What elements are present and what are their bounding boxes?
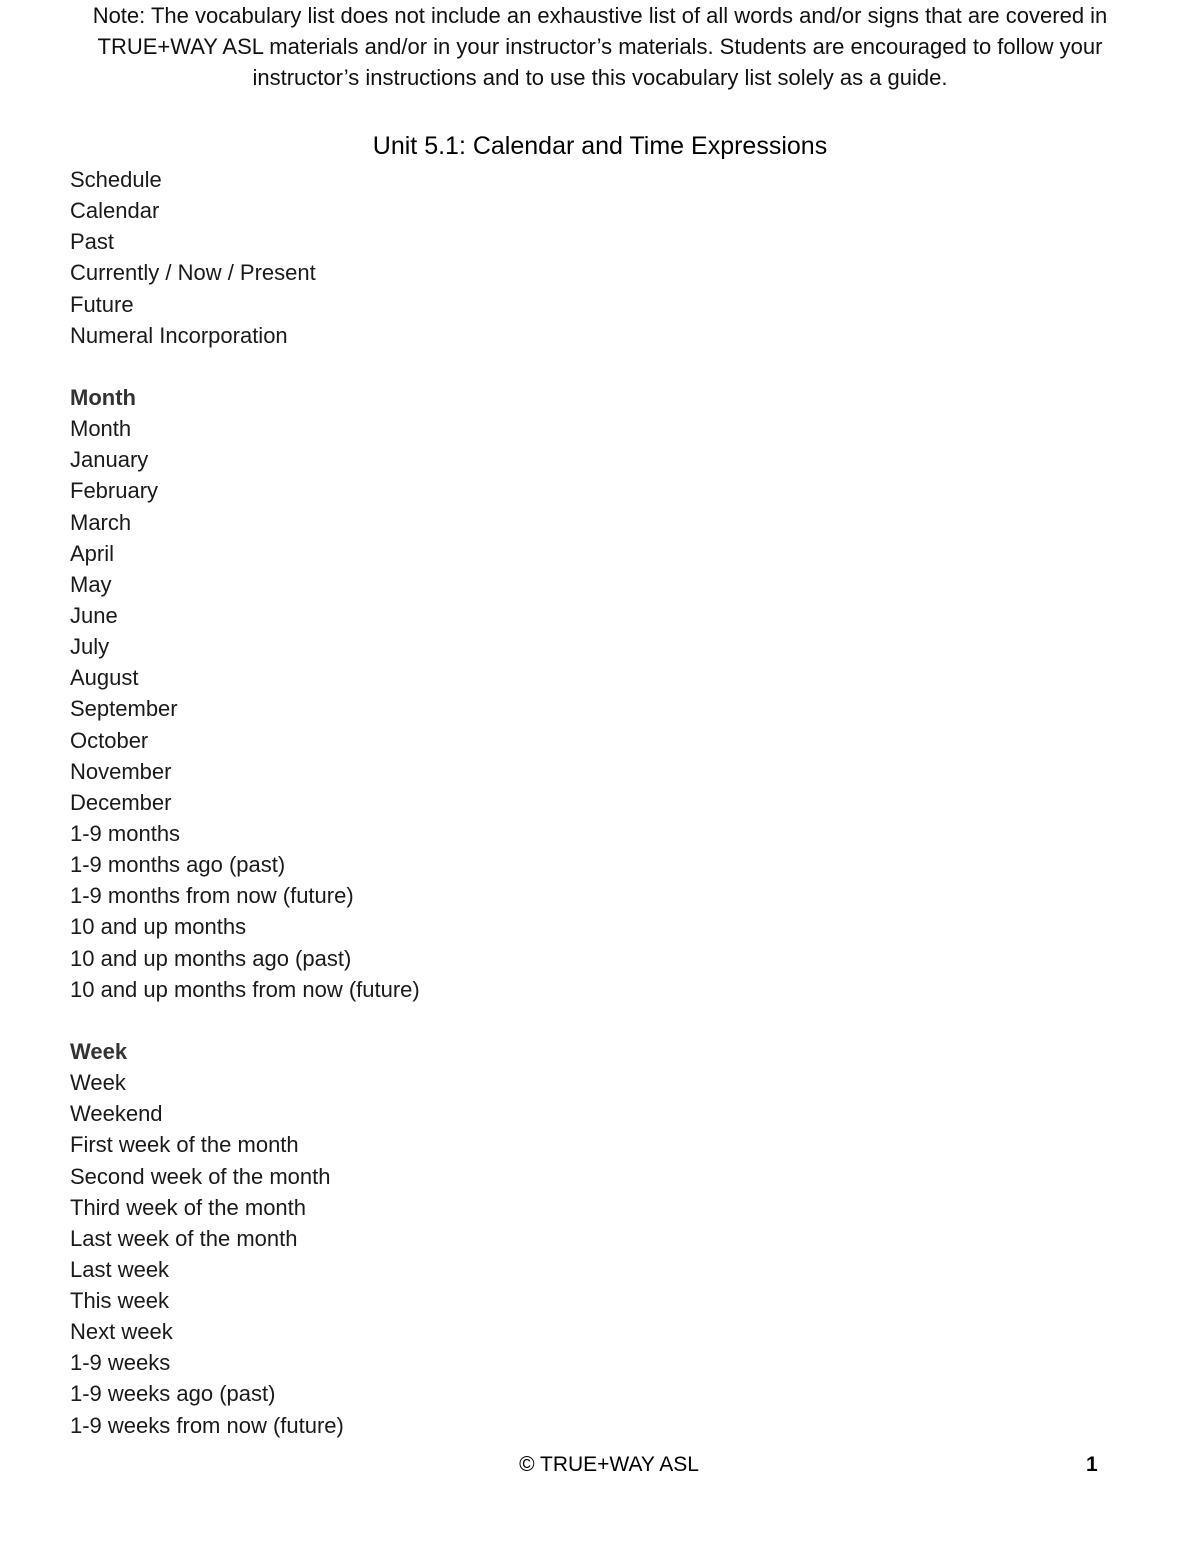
unit-title: Unit 5.1: Calendar and Time Expressions [372,132,828,160]
vocab-item: February [70,478,159,504]
vocab-item: June [70,602,118,628]
vocab-item: Calendar [70,198,160,224]
vocabulary-list [70,164,420,1441]
vocab-item: Schedule [70,167,162,192]
footer-copyright: © TRUE+WAY ASL [519,1453,699,1476]
vocab-item: May [70,571,112,597]
vocab-item: Currently / Now / Present [70,260,316,286]
vocab-item: November [70,758,172,784]
vocab-item: January [70,447,149,473]
vocab-item: July [70,634,110,660]
vocab-item: 1-9 months [70,820,181,846]
vocab-item: Last week [70,1256,170,1282]
vocab-item: 1-9 weeks [70,1350,171,1376]
vocab-item: Last week of the month [70,1225,298,1251]
vocab-item: Numeral Incorporation [70,322,288,348]
vocab-item: This week [70,1288,170,1314]
vocab-item: August [70,665,139,691]
vocab-item: 10 and up months from now (future) [70,976,420,1002]
section-heading-week: Week [70,1038,128,1064]
vocab-item: April [70,540,115,566]
vocab-item: 10 and up months [70,914,247,940]
vocab-item: Month [70,416,132,442]
section-heading-month: Month [70,384,136,410]
vocab-item: Weekend [70,1101,163,1127]
vocab-item: 1-9 weeks ago (past) [70,1381,276,1407]
vocab-item: Third week of the month [70,1194,307,1220]
vocab-item: Next week [70,1319,173,1345]
vocab-item: Future [70,291,134,317]
vocab-item: Past [70,229,115,255]
section-spacer [70,351,420,382]
vocab-item: Second week of the month [70,1163,331,1189]
vocab-item: March [70,509,132,535]
page-number: 1 [1086,1453,1098,1476]
vocab-item: Week [70,1070,126,1096]
vocab-item: October [70,727,149,753]
vocab-item: First week of the month [70,1132,299,1158]
vocab-item: September [70,696,178,722]
vocab-item: 10 and up months ago (past) [70,945,352,971]
vocab-item: 1-9 months ago (past) [70,852,286,878]
vocab-item: December [70,789,172,815]
section-spacer [70,1005,420,1036]
vocab-item: 1-9 months from now (future) [70,883,354,909]
disclaimer-note: Note: The vocabulary list does not include an exhaustive list of all words and/or signs that are covered in TRUE+WAY ASL materials and/or in your instructor’s materials. Students are encouraged to follow your instructor’s instructions and to use this vocabulary list solely as a guide. [92,3,1108,90]
vocab-item: 1-9 weeks from now (future) [70,1412,344,1438]
